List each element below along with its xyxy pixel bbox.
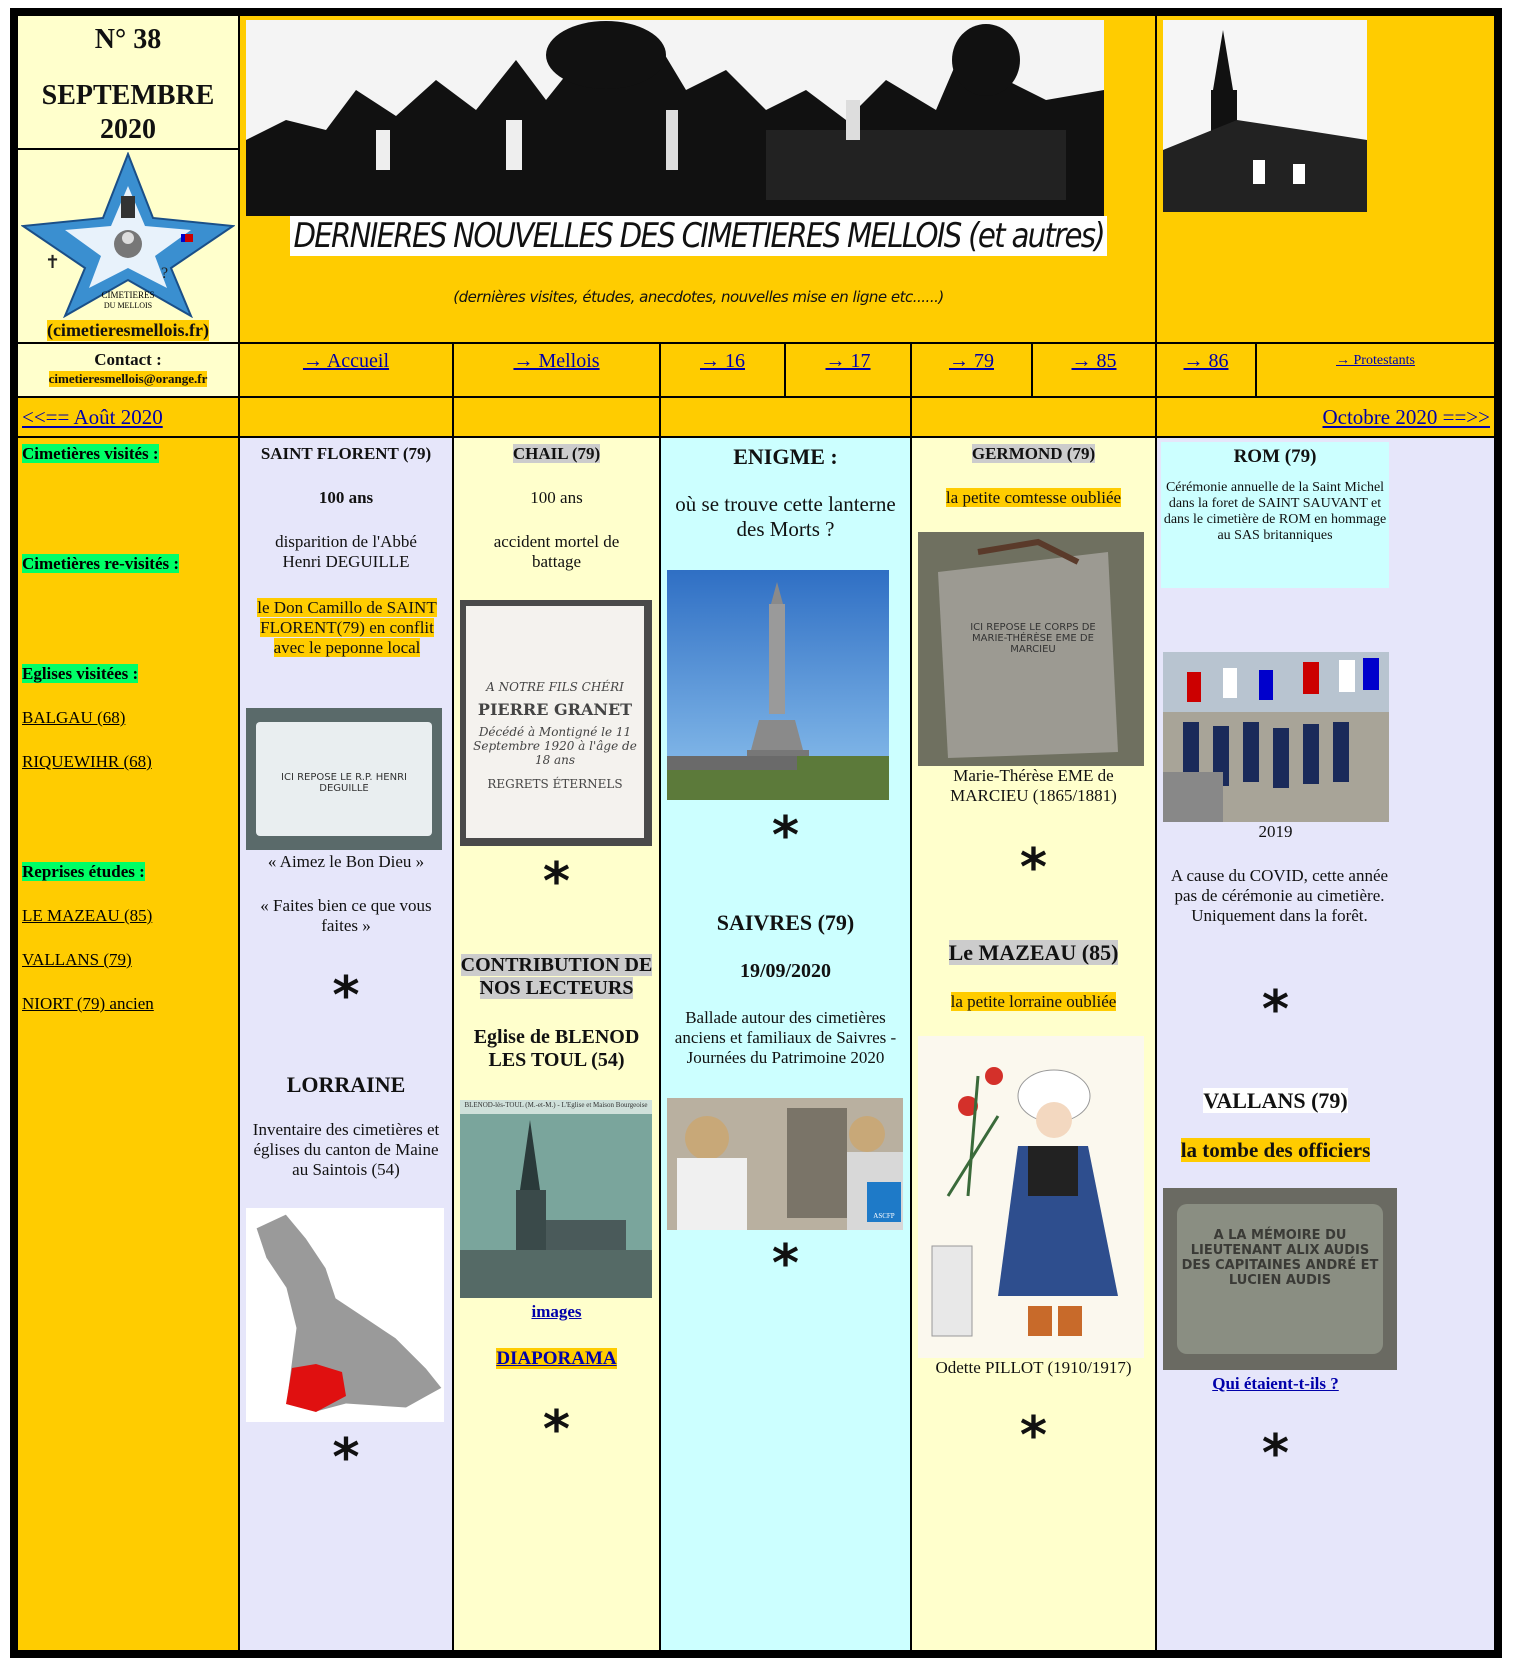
nav-accueil-link[interactable]: → Accueil: [302, 350, 390, 372]
diaporama-link[interactable]: DIAPORAMA: [496, 1348, 617, 1369]
visited-label: Cimetières visités :: [22, 444, 159, 463]
col3-star2: *: [771, 1234, 800, 1294]
banner-subtitle: (dernières visites, études, anecdotes, nouvelles mise en ligne etc......): [453, 288, 944, 306]
col1-star: *: [332, 966, 360, 1026]
nav-protestants-link[interactable]: → Protestants: [1336, 353, 1415, 368]
banner-title-suffix: (et autres): [968, 216, 1104, 256]
study-link-mazeau[interactable]: LE MAZEAU (85): [22, 906, 153, 925]
granet-plaque-image: [460, 600, 652, 846]
col5-star: *: [1261, 980, 1290, 1040]
column-rom: [1157, 438, 1494, 1650]
church-link-riquewihr[interactable]: RIQUEWIHR (68): [22, 752, 152, 771]
granet-l4: REGRETS ÉTERNELS: [487, 777, 623, 791]
col2-desc: accident mortel de battage: [493, 532, 620, 571]
saivres-visit-image: [667, 1098, 903, 1230]
deguille-plaque-image: [246, 708, 442, 850]
col1-title2: LORRAINE: [286, 1072, 406, 1097]
nav-79-link[interactable]: → 79: [949, 350, 994, 372]
prev-issue-cell: [18, 398, 240, 438]
col4-highlight2: la petite lorraine oubliée: [950, 992, 1117, 1011]
col5-note: A cause du COVID, cette année pas de cérémonie au cimetière. Uniquement dans la forêt.: [1170, 866, 1389, 925]
nav-16-link[interactable]: → 16: [700, 350, 745, 372]
col1-highlight: le Don Camillo de SAINT FLORENT(79) en conflit avec le peponne local: [257, 598, 437, 657]
col2-title3: Eglise de BLENOD LES TOUL (54): [473, 1026, 640, 1071]
church-box: [1157, 16, 1494, 344]
spacer-cell-3: [661, 398, 912, 438]
issue-box: [18, 16, 240, 150]
col2-title2-text: CONTRIBUTION DE NOS LECTEURS: [460, 954, 653, 999]
studies-label: Reprises études :: [22, 862, 145, 881]
nav-accueil-cell: [240, 344, 454, 398]
page-frame: [10, 8, 1502, 1658]
col1-sub: 100 ans: [318, 488, 374, 507]
pillot-illustration-image: [918, 1036, 1144, 1358]
ascfp-logo-text: ASCFP: [873, 1212, 895, 1220]
col5-highlight: la tombe des officiers: [1180, 1138, 1371, 1162]
plaque-text: ICI REPOSE LE R.P. HENRI DEGUILLE: [281, 772, 407, 794]
svg-text:?: ?: [161, 265, 169, 282]
col4-star: *: [1019, 838, 1048, 898]
nav-79-cell: [912, 344, 1033, 398]
col2-title: CHAIL (79): [512, 444, 601, 463]
nav-85-link[interactable]: → 85: [1071, 350, 1117, 372]
col1-quote2: « Faites bien ce que vous faites »: [260, 896, 432, 935]
col5-star2: *: [1261, 1424, 1290, 1484]
prev-issue-link[interactable]: <<== Août 2020: [22, 405, 163, 429]
column-enigme: [661, 438, 912, 1650]
col4-caption2: Odette PILLOT (1910/1917): [935, 1358, 1132, 1377]
lorraine-map-image: [246, 1208, 444, 1422]
banner-box: [240, 16, 1157, 344]
col4-star2: *: [1019, 1406, 1048, 1466]
col5-year: 2019: [1258, 822, 1293, 841]
contact-box: [18, 344, 240, 398]
images-link[interactable]: images: [531, 1302, 582, 1321]
churches-label: Eglises visitées :: [22, 664, 139, 683]
col4-caption: Marie-Thérèse EME de MARCIEU (1865/1881): [950, 766, 1117, 805]
rom-ceremony-image: [1163, 652, 1389, 822]
marcieu-stone-image: [918, 532, 1144, 766]
col4-highlight: la petite comtesse oubliée: [945, 488, 1122, 507]
column-saint-florent: [240, 438, 454, 1650]
issue-year: 2020: [100, 114, 156, 145]
nav-16-cell: [661, 344, 786, 398]
col2-star: *: [542, 852, 571, 912]
nav-17-cell: [786, 344, 912, 398]
col3-title: ENIGME :: [733, 444, 838, 469]
nav-mellois-cell: [454, 344, 661, 398]
col1-star2: *: [332, 1428, 360, 1488]
nav-protestants-cell: [1257, 344, 1494, 398]
issue-number: N° 38: [94, 24, 162, 55]
nav-86-link[interactable]: → 86: [1183, 350, 1229, 372]
spacer-cell-1: [240, 398, 454, 438]
who-were-they-link[interactable]: Qui étaient-t-ils ?: [1212, 1374, 1339, 1393]
logo-box: [18, 150, 240, 344]
col3-title2: SAIVRES (79): [716, 910, 855, 935]
col2-star2: *: [542, 1400, 571, 1460]
col3-star: *: [771, 806, 800, 866]
col1-title: SAINT FLORENT (79): [260, 444, 432, 463]
col5-desc: Cérémonie annuelle de la Saint Michel dans la foret de SAINT SAUVANT et dans le cimetière de ROM en hommage au SAS britanniques: [1163, 480, 1387, 543]
revisited-label: Cimetières re-visités :: [22, 554, 180, 573]
sidebar: [18, 438, 240, 1650]
church-link-balgau[interactable]: BALGAU (68): [22, 708, 126, 727]
blenod-postcard-image: [460, 1100, 652, 1298]
svg-text:DU MELLOIS: DU MELLOIS: [103, 301, 153, 310]
col2-sub: 100 ans: [530, 488, 583, 507]
col2-title2: [458, 954, 655, 1000]
nav-85-cell: [1033, 344, 1157, 398]
next-issue-link[interactable]: Octobre 2020 ==>>: [1322, 405, 1490, 429]
granet-l2: PIERRE GRANET: [477, 700, 633, 719]
svg-text:✝: ✝: [45, 252, 61, 272]
issue-month: SEPTEMBRE: [41, 80, 215, 111]
granet-l1: A NOTRE FILS CHÉRI: [486, 680, 624, 694]
logo-inner-text: CIMETIERES: [101, 290, 155, 300]
contact-email[interactable]: cimetieresmellois@orange.fr: [48, 371, 208, 386]
contact-label: Contact :: [94, 350, 162, 369]
col4-title: GERMOND (79): [971, 444, 1096, 463]
spacer-cell-2: [454, 398, 661, 438]
church-image: [1163, 20, 1367, 212]
banner-title-main: DERNIERES NOUVELLES DES CIMETIERES MELLOIS: [293, 216, 961, 256]
col1-desc: disparition de l'Abbé Henri DEGUILLE: [275, 532, 417, 571]
col5-title2: VALLANS (79): [1203, 1088, 1348, 1113]
cemetery-banner-image: [246, 20, 1104, 216]
col5-title: ROM (79): [1233, 446, 1317, 467]
postcard-caption: BLENOD-lès-TOUL (M.-et-M.) - L'Eglise et Maison Bourgeoise: [464, 1101, 648, 1109]
col3-desc: Ballade autour des cimetières anciens et familiaux de Saivres - Journées du Patrimoine 2020: [674, 1008, 897, 1067]
audis-plaque-image: [1163, 1188, 1397, 1370]
study-link-niort[interactable]: NIORT (79) ancien: [22, 994, 154, 1013]
rom-box: [1161, 442, 1389, 588]
granet-l3: Décédé à Montigné le 11 Septembre 1920 à l'âge de 18 ans: [473, 725, 637, 767]
banner-title: [290, 216, 1107, 256]
audis-plaque-text: A LA MÉMOIRE DU LIEUTENANT ALIX AUDIS DES CAPITAINES ANDRÉ ET LUCIEN AUDIS: [1181, 1228, 1379, 1288]
col1-quote1: « Aimez le Bon Dieu »: [267, 852, 425, 871]
spacer-cell-4: [912, 398, 1157, 438]
next-issue-cell: [1157, 398, 1494, 438]
stone-text: ICI REPOSE LE CORPS DE MARIE-THÉRÈSE EME DE MARCIEU: [970, 622, 1096, 655]
col3-date: 19/09/2020: [739, 960, 832, 982]
col3-question: où se trouve cette lanterne des Morts ?: [675, 492, 896, 541]
nav-86-cell: [1157, 344, 1257, 398]
col4-title2: Le MAZEAU (85): [948, 940, 1119, 965]
study-link-vallans[interactable]: VALLANS (79): [22, 950, 132, 969]
site-caption: (cimetieresmellois.fr): [46, 320, 210, 340]
column-chail: [454, 438, 661, 1650]
col1-desc2: Inventaire des cimetières et églises du canton de Maine au Saintois (54): [252, 1120, 440, 1179]
nav-mellois-link[interactable]: → Mellois: [513, 350, 600, 372]
lanterne-image: [667, 570, 889, 800]
column-germond: [912, 438, 1157, 1650]
nav-17-link[interactable]: → 17: [825, 350, 871, 372]
star-logo-icon: [21, 152, 235, 318]
